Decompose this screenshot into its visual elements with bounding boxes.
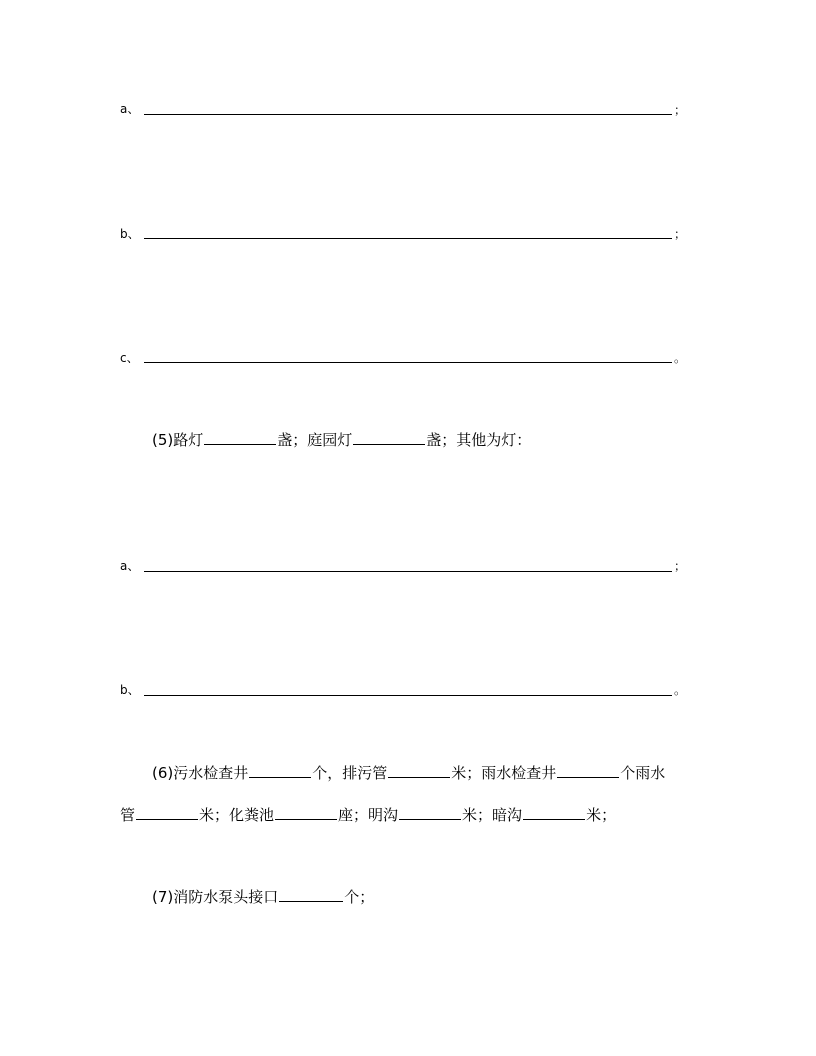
item6-p4: 个雨水 xyxy=(620,764,666,782)
item6-p8: 米；暗沟 xyxy=(462,806,523,824)
item5-line xyxy=(152,431,531,448)
item6-p2: 个，排污管 xyxy=(312,764,388,782)
sewage-pipe-length-blank[interactable] xyxy=(388,764,450,778)
item6-p7: 座；明沟 xyxy=(338,806,399,824)
item-c-end: 。 xyxy=(674,351,687,365)
item-c-blank[interactable] xyxy=(144,362,672,363)
item5-b-end: 。 xyxy=(674,683,687,697)
item7-line xyxy=(152,888,374,905)
item-b-end: ； xyxy=(674,227,687,241)
item-b-label: b、 xyxy=(120,227,140,241)
item5-a-blank[interactable] xyxy=(144,571,672,572)
item6-p6: 米；化粪池 xyxy=(199,806,275,824)
item6-p9: 米； xyxy=(586,806,617,824)
item-a-end: ； xyxy=(674,103,687,117)
item6-p3: 米；雨水检查井 xyxy=(451,764,557,782)
item-a-blank[interactable] xyxy=(144,114,672,115)
item7-prefix: (7)消防水泵头接口 xyxy=(152,888,279,906)
item-a-label: a、 xyxy=(120,102,140,116)
covered-ditch-length-blank[interactable] xyxy=(523,806,585,820)
item-b-blank[interactable] xyxy=(144,238,672,239)
fire-pump-connector-count-blank[interactable] xyxy=(279,888,343,902)
item6-line1 xyxy=(152,764,665,781)
item5-unit1: 盏；庭园灯 xyxy=(277,431,353,449)
item6-line2 xyxy=(120,806,616,823)
rain-pipe-length-blank[interactable] xyxy=(136,806,198,820)
item6-p1: (6)污水检查井 xyxy=(152,764,249,782)
septic-tank-count-blank[interactable] xyxy=(275,806,337,820)
item5-b-blank[interactable] xyxy=(144,695,672,696)
rain-well-count-blank[interactable] xyxy=(557,764,619,778)
streetlight-count-blank[interactable] xyxy=(204,431,276,445)
open-ditch-length-blank[interactable] xyxy=(399,806,461,820)
item7-suffix: 个； xyxy=(344,888,375,906)
item5-a-label: a、 xyxy=(120,559,140,573)
item-c-label: c、 xyxy=(120,351,139,365)
garden-light-count-blank[interactable] xyxy=(353,431,425,445)
item6-p5: 管 xyxy=(120,806,136,824)
sewage-well-count-blank[interactable] xyxy=(249,764,311,778)
item5-prefix: (5)路灯 xyxy=(152,431,204,449)
item5-unit2: 盏；其他为灯： xyxy=(426,431,532,449)
item5-a-end: ； xyxy=(674,559,687,573)
item5-b-label: b、 xyxy=(120,683,140,697)
